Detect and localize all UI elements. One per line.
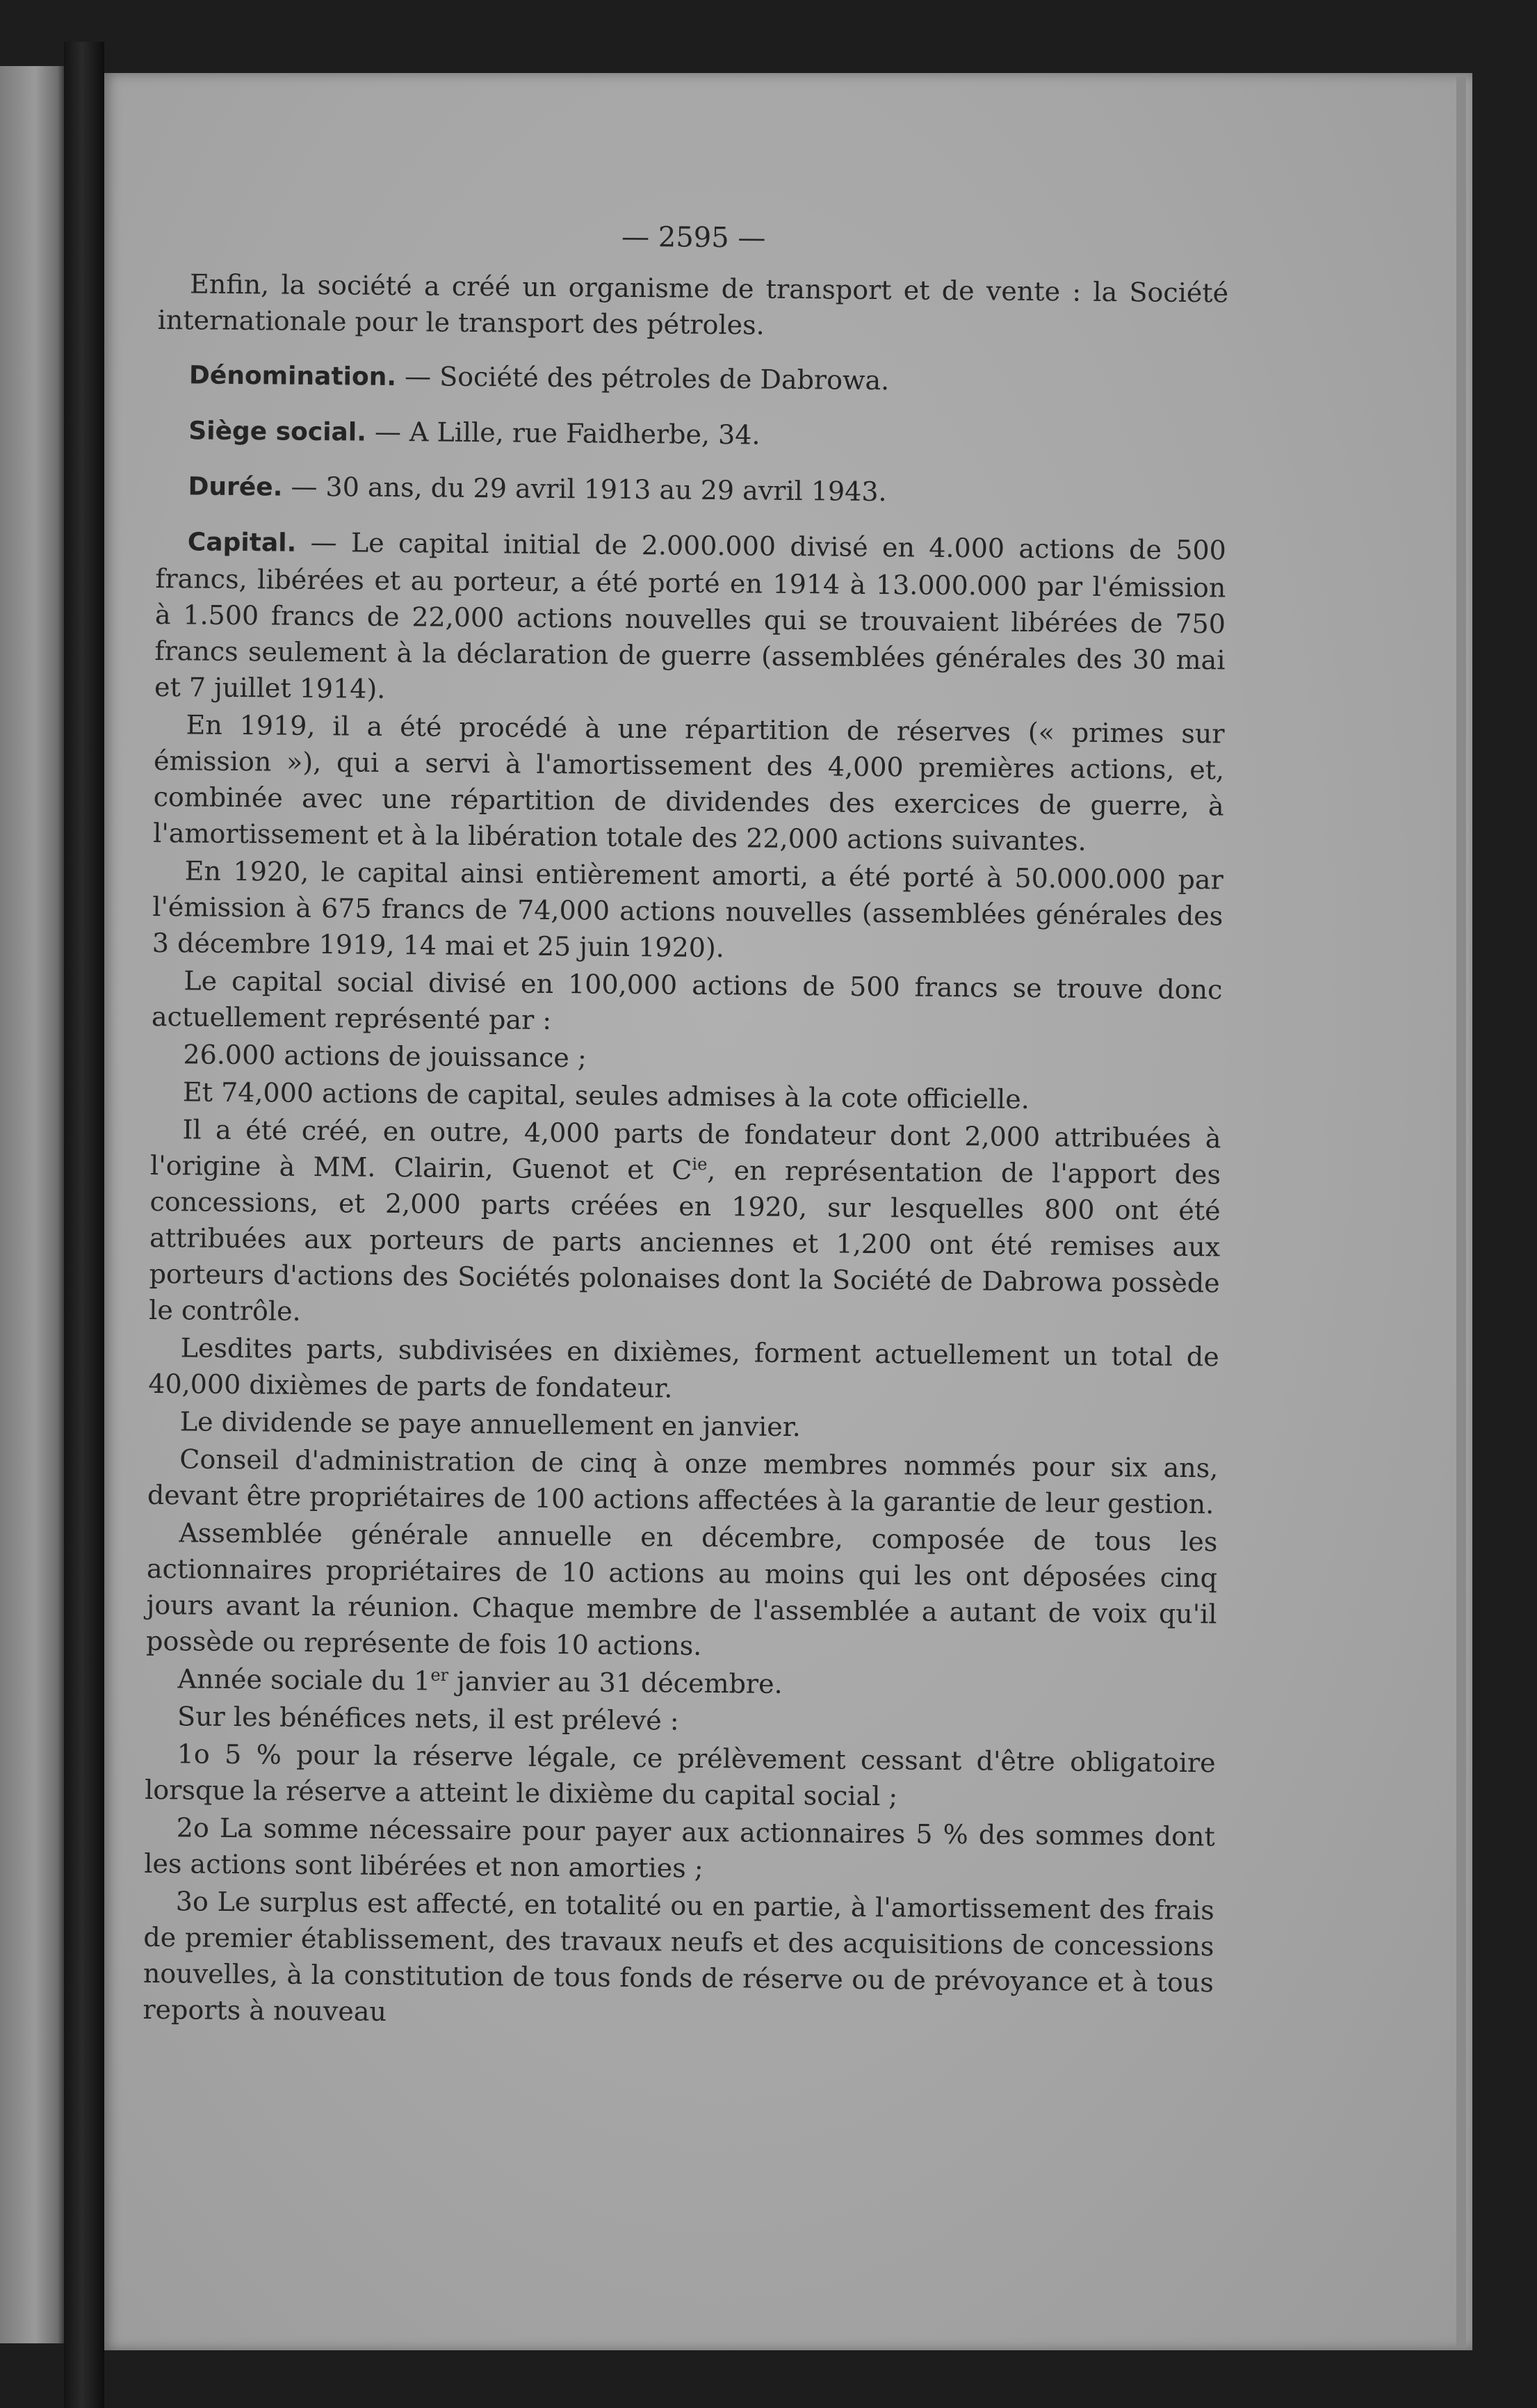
jouissance-line: 26.000 actions de jouissance ; <box>183 1039 587 1074</box>
paragraph-1919: En 1919, il a été procédé à une répartition de réserves (« primes sur émission »), qui a servi à l'amortissement des 4,000 premières actions, et, combinée avec une répartition de dividendes des exercices de guerre, à l'amortissement et à la libération totale des 22,000 actions suivantes. <box>153 709 1225 857</box>
benefices-line: Sur les bénéfices nets, il est prélevé : <box>177 1701 679 1736</box>
list-item-2: 2o La somme nécessaire pour payer aux actionnaires 5 % des sommes dont les actions sont libérées et non amorties ; <box>144 1812 1215 1884</box>
dividende-line: Le dividende se paye annuellement en janvier. <box>179 1406 802 1443</box>
parts-fondateur-paragraph <box>149 1111 1221 1337</box>
duree-text: — 30 ans, du 29 avril 1913 au 29 avril 1943. <box>282 471 887 508</box>
assemblee-paragraph: Assemblée générale annuelle en décembre, composée de tous les actionnaires propriétaires de 10 actions au moins qui les ont déposées cinq jours avant la réunion. Chaque membre de l'assemblée a autant de voix qu'il possède ou représente de fois 10 actions. <box>145 1517 1218 1661</box>
siege-paragraph <box>156 412 1227 458</box>
conseil-paragraph: Conseil d'administration de cinq à onze membres nommés pour six ans, devant être propriétaires de 100 actions affectées à la garantie de leur gestion. <box>147 1444 1219 1520</box>
duree-label: Durée. <box>188 472 283 502</box>
book-gutter <box>64 42 104 2408</box>
capital-paragraph <box>154 523 1226 714</box>
denomination-text: — Société des pétroles de Dabrowa. <box>396 360 890 396</box>
paragraph-1920: En 1920, le capital ainsi entièrement amorti, a été porté à 50.000.000 par l'émission à 675 francs de 74,000 actions nouvelles (assemblées générales des 3 décembre 1919, 14 mai et 25 juin 1920). <box>152 855 1223 964</box>
annee-text-a: Année sociale du 1 <box>177 1663 431 1697</box>
left-page-edge <box>0 66 64 2343</box>
capital-label: Capital. <box>187 528 297 558</box>
siege-label: Siège social. <box>188 417 367 447</box>
parts-text-a: Il a été créé, en outre, 4,000 parts de fondateur dont 2,000 attribuées à l'origine à MM. Clairin, Guenot et C <box>149 1114 1221 1186</box>
capital-text: — Le capital initial de 2.000.000 divisé en 4.000 actions de 500 francs, libérées et au porteur, a été porté en 1914 à 13.000.000 par l'émission à 1.500 francs de 22,000 actions nouvelles qui se trouvaient libérées de 750 francs seulement à la déclaration de guerre (assemblées générales des 30 mai et 7 juillet 1914). <box>154 526 1227 704</box>
denomination-paragraph <box>157 356 1228 403</box>
parts-superscript: ie <box>692 1154 708 1174</box>
parts-text-b: , en représentation de l'apport des concessions, et 2,000 parts créées en 1920, sur lesquelles 800 ont été attribuées aux porteurs de parts anciennes et 1,200 ont été remises aux porteurs d'actions des Sociétés polonaises dont la Société de Dabrowa possède le contrôle. <box>149 1154 1221 1327</box>
page-number: — 2595 — <box>621 220 766 254</box>
capital-social-paragraph: Le capital social divisé en 100,000 actions de 500 francs se trouve donc actuellement représenté par : <box>151 965 1223 1035</box>
duree-paragraph <box>156 467 1226 514</box>
annee-superscript: er <box>430 1665 449 1686</box>
capital-actions-line: Et 74,000 actions de capital, seules admises à la cote officielle. <box>182 1076 1030 1115</box>
denomination-label: Dénomination. <box>188 361 397 391</box>
list-item-1: 1o 5 % pour la réserve légale, ce prélèvement cessant d'être obligatoire lorsque la réserve a atteint le dixième du capital social ; <box>145 1738 1216 1812</box>
annee-text-b: janvier au 31 décembre. <box>448 1665 783 1699</box>
page-body <box>143 216 1229 2037</box>
siege-text: — A Lille, rue Faidherbe, 34. <box>366 416 761 451</box>
dixiemes-paragraph: Lesdites parts, subdivisées en dixièmes, forment actuellement un total de 40,000 dixièmes de parts de fondateur. <box>148 1332 1219 1404</box>
page-edge-shadow <box>1456 76 1466 2347</box>
list-item-3: 3o Le surplus est affecté, en totalité ou en partie, à l'amortissement des frais de premier établissement, des travaux neufs et des acquisitions de concessions nouvelles, à la constitution de tous fonds de réserve ou de prévoyance et à tous reports à nouveau <box>143 1886 1214 2027</box>
intro-paragraph: Enfin, la société a créé un organisme de transport et de vente : la Société internationale pour le transport des pétroles. <box>157 268 1229 341</box>
